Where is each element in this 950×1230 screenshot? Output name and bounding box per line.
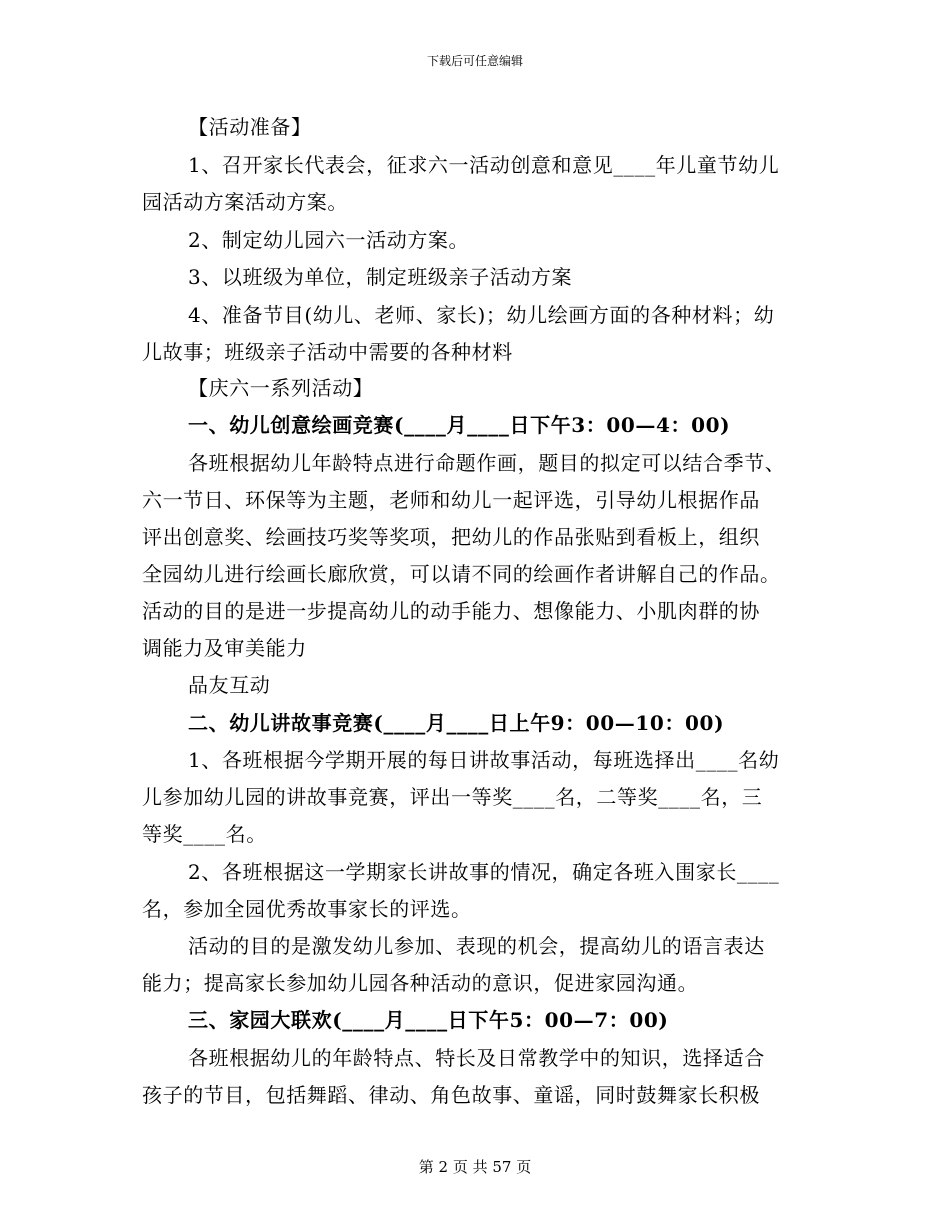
paragraph-line: 名，参加全园优秀故事家长的评选。 [142,897,472,921]
page-footer: 第 2 页 共 57 页 [418,1158,532,1176]
paragraph-line: 4、准备节目(幼儿、老师、家长)；幼儿绘画方面的各种材料；幼 [188,303,775,327]
section-heading-preparation: 【活动准备】 [188,115,312,139]
page-header: 下载后可任意编辑 [426,54,523,68]
paragraph-line: 活动的目的是进一步提高幼儿的动手能力、想像能力、小肌肉群的协 [142,599,760,623]
paragraph-line: 2、制定幼儿园六一活动方案。 [188,228,470,252]
paragraph-line: 能力；提高家长参加幼儿园各种活动的意识，促进家园沟通。 [142,971,699,995]
paragraph-line: 各班根据幼儿年龄特点进行命题作画，题目的拟定可以结合季节、 [188,451,786,475]
paragraph-line: 评出创意奖、绘画技巧奖等奖项，把幼儿的作品张贴到看板上，组织 [142,525,760,549]
paragraph-line: 1、召开家长代表会，征求六一活动创意和意见____年儿童节幼儿 [188,153,780,177]
section-heading-activities: 【庆六一系列活动】 [188,376,374,400]
paragraph-line: 活动的目的是激发幼儿参加、表现的机会，提高幼儿的语言表达 [188,934,765,958]
paragraph-line: 六一节日、环保等为主题，老师和幼儿一起评选，引导幼儿根据作品 [142,488,760,512]
paragraph-line: 儿参加幼儿园的讲故事竞赛，评出一等奖____名，二等奖____名，三 [142,785,763,809]
paragraph-line: 儿故事；班级亲子活动中需要的各种材料 [142,340,513,364]
paragraph-line: 园活动方案活动方案。 [142,190,348,214]
subheading-family-party: 三、家园大联欢(____月____日下午5：00—7：00) [188,1008,669,1032]
paragraph-line: 孩子的节目，包括舞蹈、律动、角色故事、童谣，同时鼓舞家长积极 [142,1083,760,1107]
subheading-drawing-contest: 一、幼儿创意绘画竞赛(____月____日下午3：00—4：00) [188,413,731,437]
subheading-storytelling-contest: 二、幼儿讲故事竞赛(____月____日上午9：00—10：00) [188,711,725,735]
paragraph-line: 2、各班根据这一学期家长讲故事的情况，确定各班入围家长____ [188,860,780,884]
paragraph-line: 各班根据幼儿的年龄特点、特长及日常教学中的知识，选择适合 [188,1046,765,1070]
paragraph-line: 调能力及审美能力 [142,636,307,660]
paragraph-line: 品友互动 [188,673,271,697]
paragraph-line: 等奖____名。 [142,822,267,846]
paragraph-line: 全园幼儿进行绘画长廊欣赏，可以请不同的绘画作者讲解自己的作品。 [142,562,781,586]
paragraph-line: 3、以班级为单位，制定班级亲子活动方案 [188,265,573,289]
paragraph-line: 1、各班根据今学期开展的每日讲故事活动，每班选择出____名幼 [188,748,780,772]
